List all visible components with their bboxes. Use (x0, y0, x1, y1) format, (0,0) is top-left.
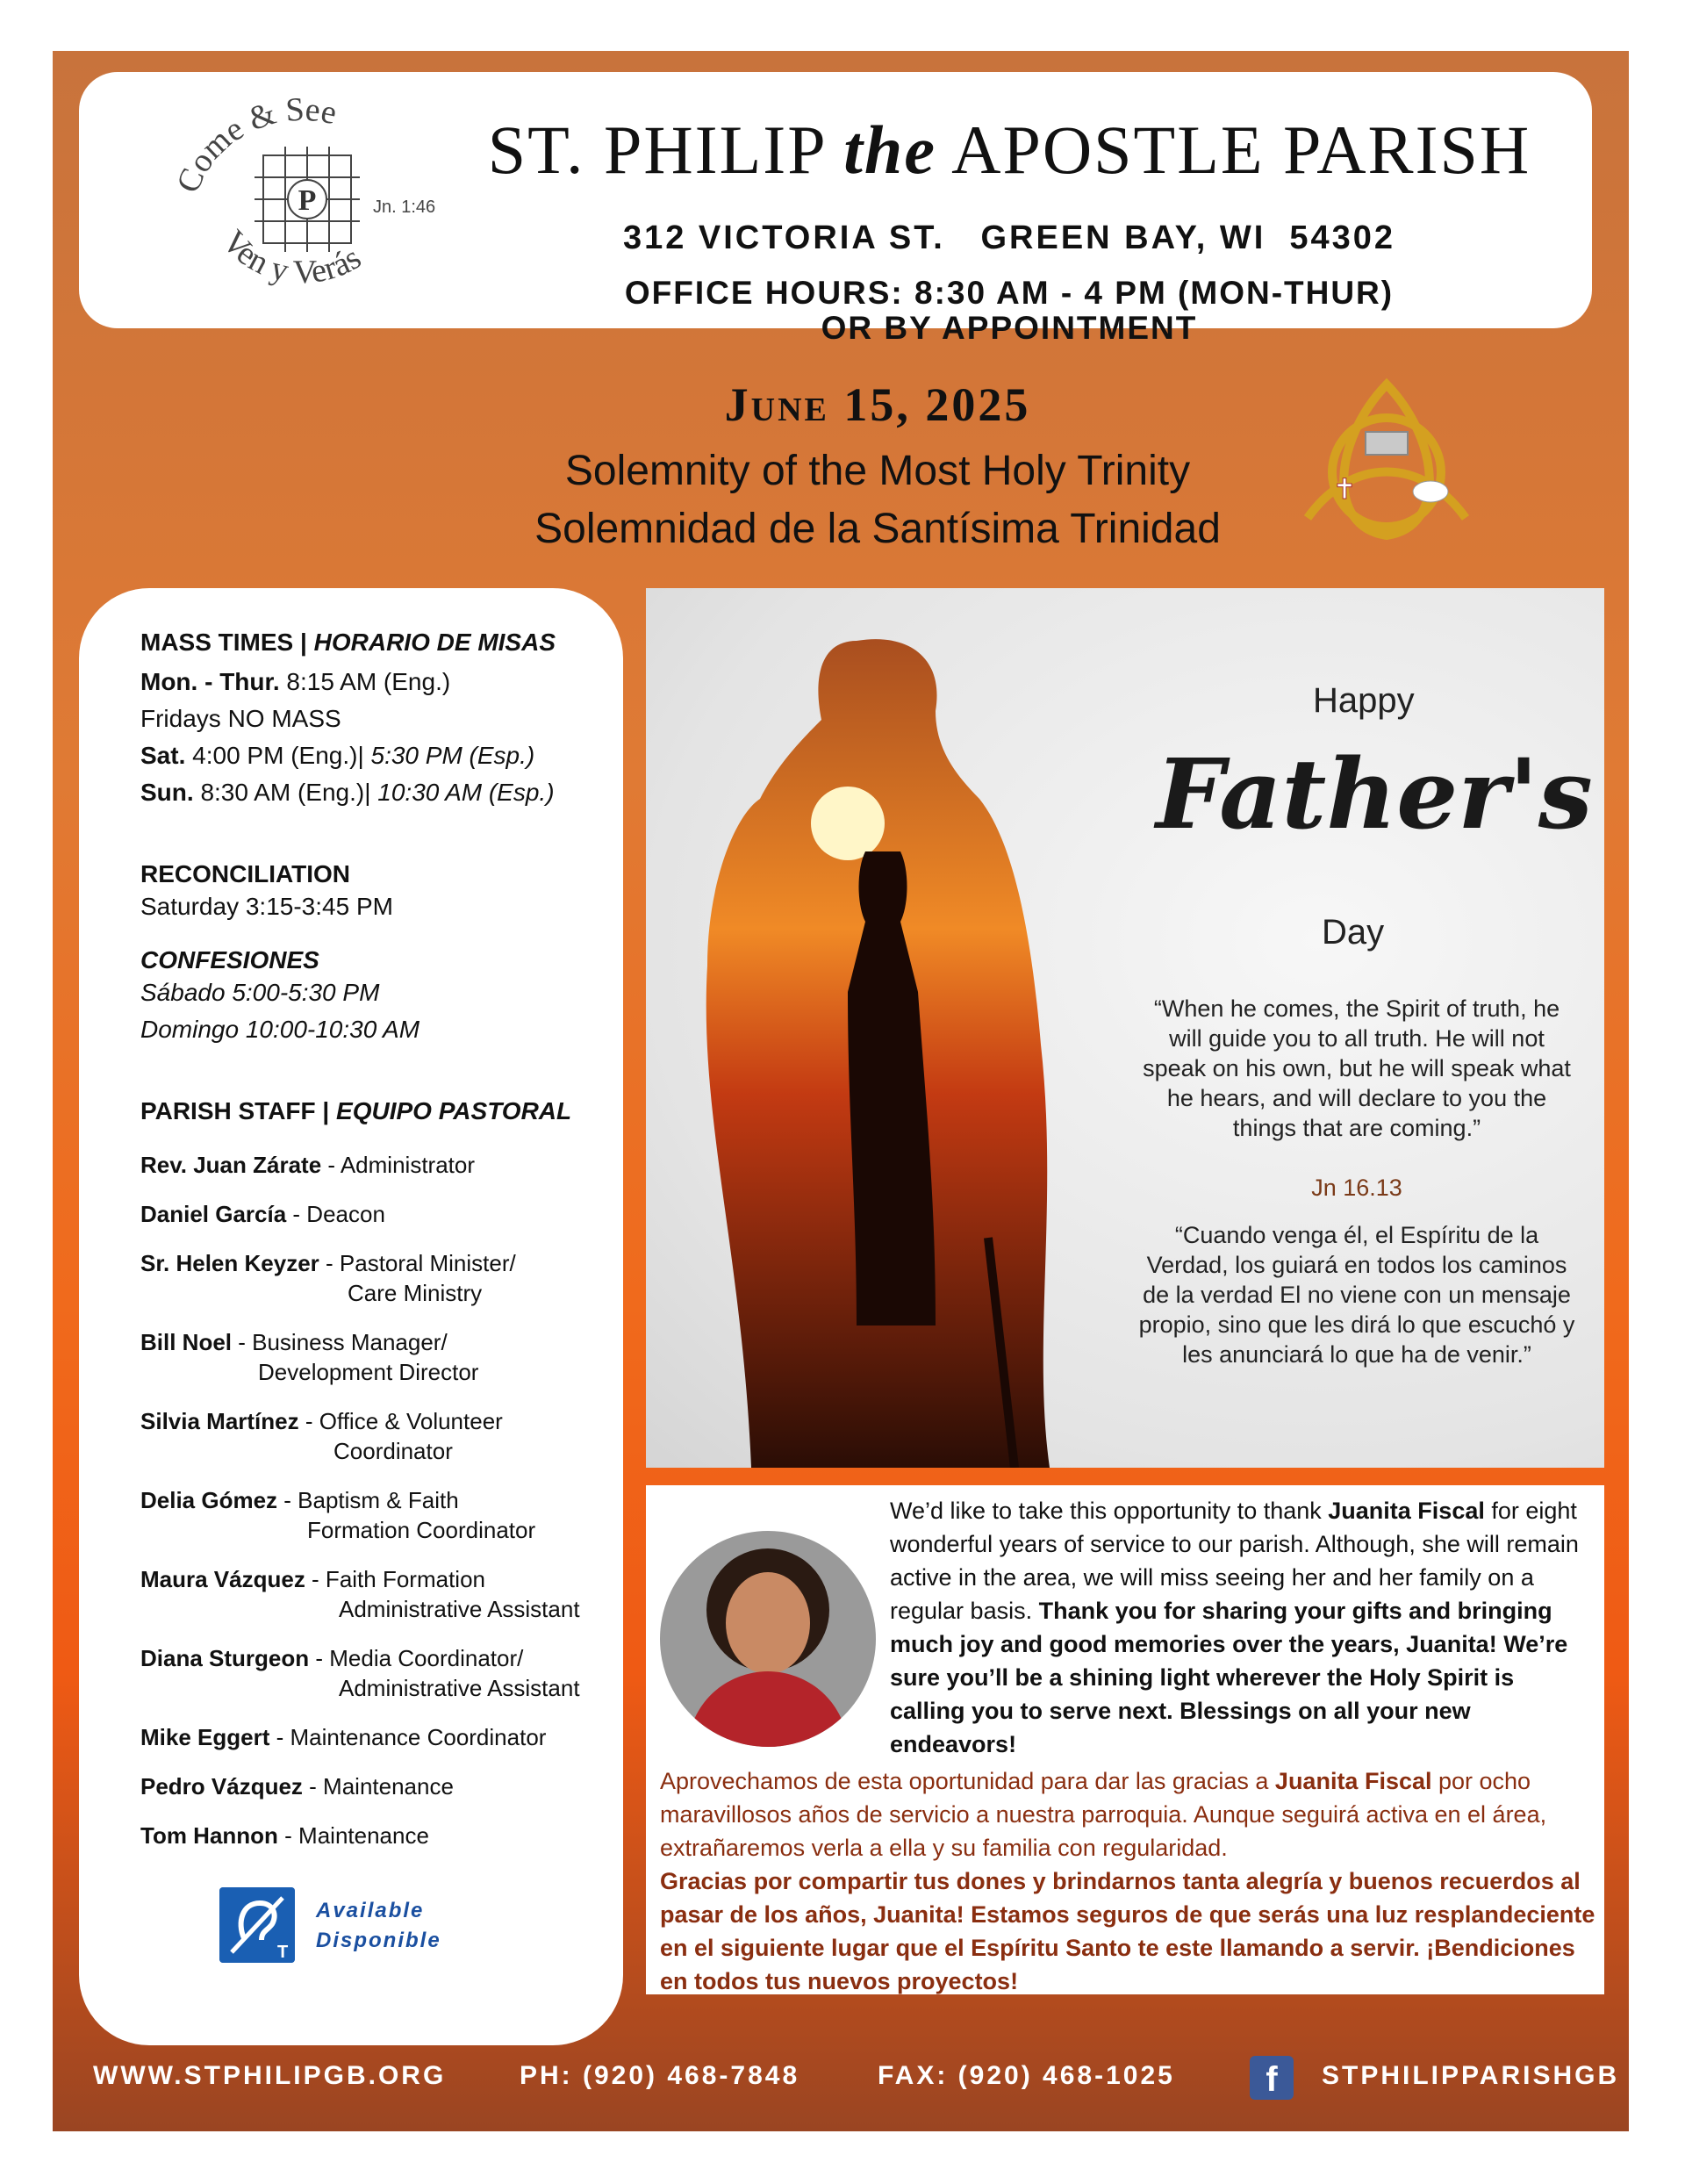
trinity-logo (1281, 360, 1492, 571)
fathers-text: Father's (1156, 737, 1593, 851)
staff-member: Maura Vázquez - Faith Formation Administrative Assistant (140, 1566, 580, 1622)
info-sidebar (79, 588, 623, 2045)
day-text: Day (1322, 913, 1385, 952)
svg-text:Ven y Verás (215, 223, 368, 291)
mass-times-section: MASS TIMES | HORARIO DE MISAS Mon. - Thur. 8:15 AM (Eng.) Fridays NO MASS Sat. 4:00 PM (Eng.)| 5:30 PM (Esp.) Sun. 8:30 AM (Eng.)| 10:30 AM (Esp.) (140, 629, 556, 806)
reconciliation-time: Saturday 3:15-3:45 PM (140, 893, 393, 920)
hearing-loop-icon (219, 1887, 295, 1963)
staff-member: Tom Hannon - Maintenance (140, 1822, 429, 1849)
staff-member: Diana Sturgeon - Media Coordinator/ Administrative Assistant (140, 1645, 580, 1701)
scripture-quote-es: “Cuando venga él, el Espíritu de la Verdad, los guiará en todos los caminos de la verdad El no viene con un mensaje propio, sino que les dirá lo que escuchó y les anunciará lo que ha de venir.” (1138, 1222, 1575, 1368)
parish-address: 312 VICTORIA ST. GREEN BAY, WI 54302 (622, 219, 1396, 256)
parish-staff-heading: PARISH STAFF | EQUIPO PASTORAL (140, 1097, 572, 1124)
logo-bottom-text: Ven y Verás (214, 223, 368, 291)
mass-times-heading: MASS TIMES | HORARIO DE MISAS (140, 629, 556, 656)
confesiones-heading: CONFESIONES (140, 946, 319, 973)
footer (53, 2056, 1629, 2109)
staff-member: Delia Gómez - Baptism & Faith Formation Coordinator (140, 1487, 536, 1543)
staff-member: Sr. Helen Keyzer - Pastoral Minister/ Care Ministry (140, 1250, 516, 1306)
bulletin-date: June 15, 2025 (724, 378, 1031, 431)
facebook-icon[interactable]: f (1250, 2056, 1294, 2100)
happy-text: Happy (1313, 681, 1415, 720)
cross-icon: ✝ (1332, 473, 1357, 505)
fathers-day-image (646, 588, 1604, 1468)
staff-member: Daniel García - Deacon (140, 1201, 385, 1227)
phone-number: PH: (920) 468-7848 (520, 2061, 800, 2090)
fax-number: FAX: (920) 468-1025 (878, 2061, 1175, 2090)
scripture-reference: Jn 16.13 (1311, 1175, 1402, 1201)
logo-verse: Jn. 1:46 (373, 198, 436, 217)
staff-member: Silvia Martínez - Office & Volunteer Coordinator (140, 1408, 503, 1464)
svg-text:T: T (277, 1943, 289, 1962)
parish-logo (158, 90, 448, 318)
confesiones-section: CONFESIONES Sábado 5:00-5:30 PM Domingo 10:00-10:30 AM (140, 946, 420, 1043)
feast-title (395, 442, 1360, 558)
feast-title-en: Solemnity of the Most Holy Trinity (564, 448, 1191, 494)
dove-icon (1413, 481, 1448, 502)
reconciliation-section (140, 860, 393, 925)
staff-member: Mike Eggert - Maintenance Coordinator (140, 1724, 547, 1750)
staff-member: Bill Noel - Business Manager/ Development Director (140, 1329, 479, 1385)
header-card (79, 72, 1592, 346)
staff-member: Pedro Vázquez - Maintenance (140, 1773, 454, 1800)
staff-member: Rev. Juan Zárate - Administrator (140, 1152, 475, 1178)
reconciliation-heading: RECONCILIATION (140, 860, 351, 887)
website-link[interactable]: WWW.STPHILIPGB.ORG (93, 2061, 447, 2090)
office-hours: OFFICE HOURS: 8:30 AM - 4 PM (MON-THUR) OR BY APPOINTMENT (624, 275, 1395, 346)
feast-title-es: Solemnidad de la Santísima Trinidad (534, 506, 1221, 552)
avatar (660, 1531, 876, 1747)
hearing-loop-text: Available Disponible (316, 1899, 441, 1952)
logo-top-text: Come & See (169, 90, 341, 198)
father-silhouette-image (646, 588, 1137, 1468)
scripture-quote-en: “When he comes, the Spirit of truth, he will guide you to all truth. He will not speak on his own, but he will speak what he hears, and will declare to you the things that are coming.” (1143, 995, 1571, 1141)
thank-you-message (646, 1485, 1604, 1994)
facebook-handle[interactable]: STPHILIPPARISHGB (1322, 2061, 1620, 2090)
parish-name: ST. PHILIP the APOSTLE PARISH (487, 111, 1531, 188)
thank-you-en: We’d like to take this opportunity to thank Juanita Fiscal for eight wonderful years of service to our parish. Although, she will remain active in the area, we will miss seeing her and her family on a regular basis. Thank you for sharing your gifts and bringing much joy and good memories over the years, Juanita! We’re sure you’ll be a shining light wherever the Holy Spirit is calling you to serve next. Blessings on all your new endeavors! (660, 1494, 1595, 1761)
thank-you-es: Aprovechamos de esta oportunidad para dar las gracias a Juanita Fiscal por ocho maravillosos años de servicio a nuestra parroquia. Aunque seguirá activa en el área, extrañaremos verla a ella y su familia con regularidad. Gracias por compartir tus dones y brindarnos tanta alegría y buenos recuerdos al pasar de los años, Juanita! Estamos seguros de que serás una luz resplandeciente en el siguiente lugar que el Espíritu Santo te este llamando a servir. ¡Bendiciones en todos tus nuevos proyectos! (660, 1768, 1595, 1994)
logo-monogram: P (298, 184, 317, 217)
staff-list (140, 1150, 614, 1870)
bulletin-page (53, 51, 1629, 2131)
